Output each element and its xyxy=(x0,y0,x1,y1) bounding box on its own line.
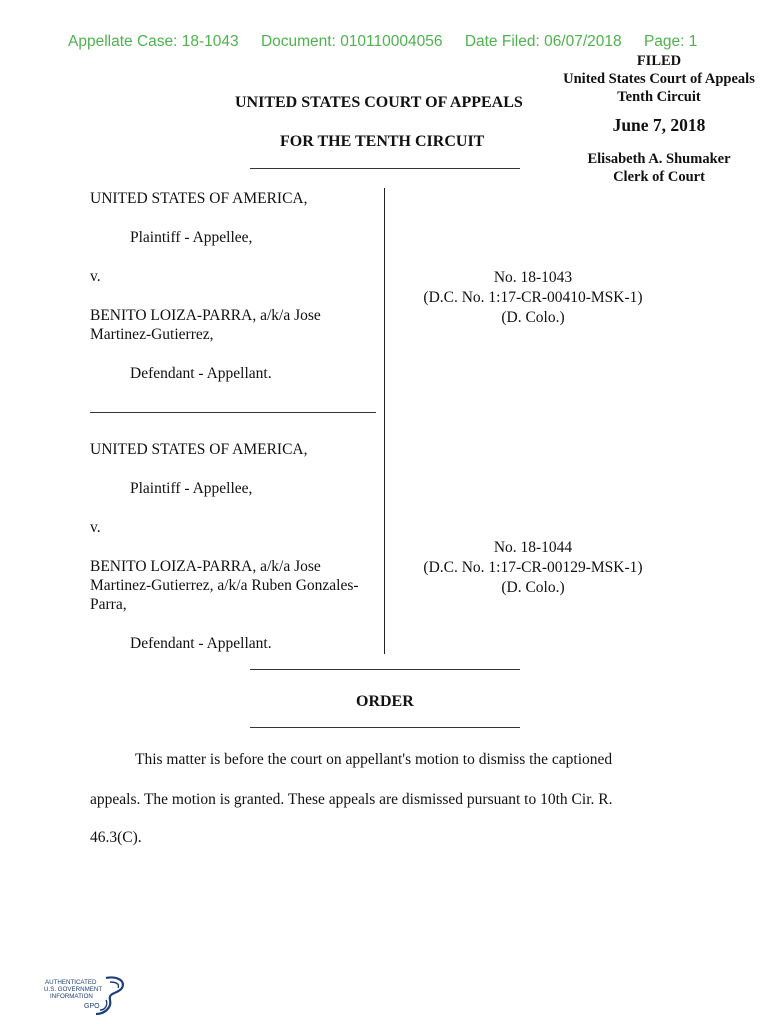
case2-defendant-alias: Martinez-Gutierrez, a/k/a Ruben Gonzales- xyxy=(90,577,359,594)
gpo-authenticated-logo xyxy=(44,974,130,1018)
header-case-number: Appellate Case: 18-1043 xyxy=(68,33,239,50)
logo-text-1: AUTHENTICATED xyxy=(45,979,97,986)
stamp-date: June 7, 2018 xyxy=(612,115,706,135)
order-top-divider xyxy=(250,669,520,670)
case1-plaintiff: UNITED STATES OF AMERICA, xyxy=(90,190,308,207)
title-divider xyxy=(250,168,520,169)
stamp-filed: FILED xyxy=(636,53,682,69)
court-title: UNITED STATES COURT OF APPEALS xyxy=(235,94,523,111)
case2-plaintiff: UNITED STATES OF AMERICA, xyxy=(90,441,308,458)
case2-dc-number: (D.C. No. 1:17-CR-00129-MSK-1) xyxy=(423,559,643,576)
case1-dc-number: (D.C. No. 1:17-CR-00410-MSK-1) xyxy=(423,289,643,306)
case2-defendant-role: Defendant - Appellant. xyxy=(130,635,272,652)
logo-text-2: U.S. GOVERNMENT xyxy=(44,986,103,993)
header-document-number: Document: 010110004056 xyxy=(260,33,443,50)
order-bottom-divider xyxy=(250,727,520,728)
order-paragraph-line2: appeals. The motion is granted. These appeals are dismissed pursuant to 10th Cir. R. xyxy=(90,791,613,808)
case2-versus: v. xyxy=(90,519,101,536)
caption-divider xyxy=(384,188,385,654)
case1-district: (D. Colo.) xyxy=(501,309,565,326)
order-paragraph-line3: 46.3(C). xyxy=(90,829,142,846)
caption-separator xyxy=(90,412,376,413)
gpo-eagle-icon xyxy=(44,974,130,1018)
order-paragraph-line1: This matter is before the court on appellant's motion to dismiss the captioned xyxy=(135,751,613,768)
court-circuit-title: FOR THE TENTH CIRCUIT xyxy=(280,133,485,150)
case1-defendant-role: Defendant - Appellant. xyxy=(130,365,272,382)
case2-district: (D. Colo.) xyxy=(501,579,565,596)
stamp-court: United States Court of Appeals xyxy=(563,71,755,87)
case2-number: No. 18-1044 xyxy=(493,539,573,556)
header-page-number: Page: 1 xyxy=(643,33,698,50)
stamp-clerk-title: Clerk of Court xyxy=(613,169,705,185)
case2-defendant: BENITO LOIZA-PARRA, a/k/a Jose xyxy=(90,558,321,575)
stamp-clerk-name: Elisabeth A. Shumaker xyxy=(587,151,731,167)
case1-number-block xyxy=(403,268,663,328)
header-date-filed: Date Filed: 06/07/2018 xyxy=(464,33,622,50)
logo-text-4: GPO xyxy=(84,1003,100,1010)
case2-defendant-alias-cont: Parra, xyxy=(90,596,127,613)
logo-text-3: INFORMATION xyxy=(50,993,93,1000)
case1-versus: v. xyxy=(90,268,101,285)
case2-number-block xyxy=(403,538,663,598)
document-header xyxy=(68,33,715,51)
case1-defendant-alias: Martinez-Gutierrez, xyxy=(90,326,214,343)
filed-stamp xyxy=(548,52,770,186)
case1-defendant: BENITO LOIZA-PARRA, a/k/a Jose xyxy=(90,307,321,324)
case1-number: No. 18-1043 xyxy=(493,269,573,286)
stamp-circuit: Tenth Circuit xyxy=(617,89,701,105)
case2-plaintiff-role: Plaintiff - Appellee, xyxy=(130,480,253,497)
order-heading: ORDER xyxy=(356,693,414,710)
case1-plaintiff-role: Plaintiff - Appellee, xyxy=(130,229,253,246)
